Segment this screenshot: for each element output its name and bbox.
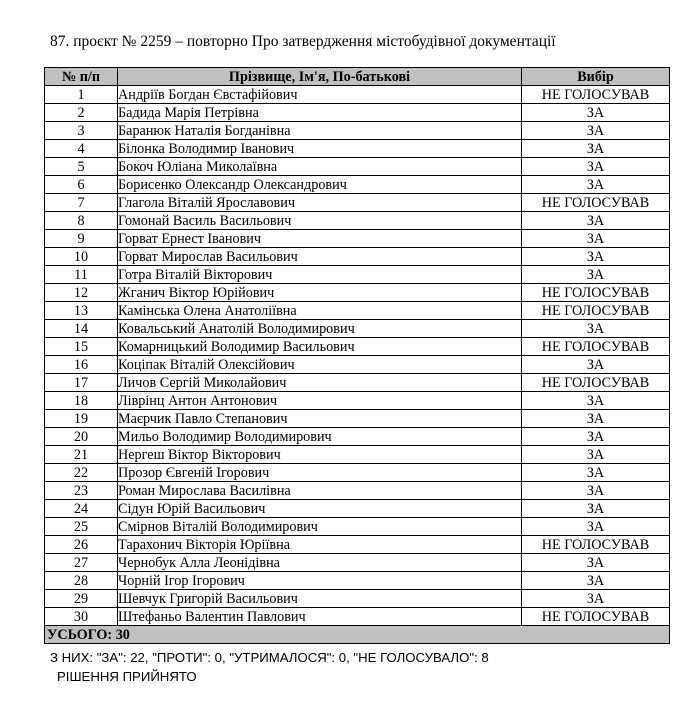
row-number: 24 (45, 500, 118, 518)
row-vote: НЕ ГОЛОСУВАВ (522, 302, 670, 320)
row-number: 19 (45, 410, 118, 428)
header-vote: Вибір (522, 68, 670, 86)
table-row (45, 374, 670, 392)
total-cell: УСЬОГО: 30 (45, 626, 670, 644)
header-name: Прізвище, Ім'я, По-батькові (118, 68, 522, 86)
table-row (45, 590, 670, 608)
row-number: 3 (45, 122, 118, 140)
table-row (45, 338, 670, 356)
row-vote: ЗА (522, 122, 670, 140)
row-name: Бадида Марія Петрівна (118, 104, 522, 122)
row-number: 18 (45, 392, 118, 410)
row-name: Андріїв Богдан Євстафійович (118, 86, 522, 104)
table-row (45, 446, 670, 464)
table-row (45, 194, 670, 212)
table-row (45, 536, 670, 554)
table-row (45, 140, 670, 158)
row-vote: ЗА (522, 158, 670, 176)
row-name: Нергеш Віктор Вікторович (118, 446, 522, 464)
row-vote: ЗА (522, 500, 670, 518)
row-vote: ЗА (522, 266, 670, 284)
row-vote: ЗА (522, 230, 670, 248)
row-number: 1 (45, 86, 118, 104)
row-number: 22 (45, 464, 118, 482)
row-name: Горват Мирослав Васильович (118, 248, 522, 266)
row-vote: ЗА (522, 392, 670, 410)
row-name: Смірнов Віталій Володимирович (118, 518, 522, 536)
row-name: Бокоч Юліана Миколаївна (118, 158, 522, 176)
row-name: Личов Сергій Миколайович (118, 374, 522, 392)
table-row (45, 482, 670, 500)
row-name: Глагола Віталій Ярославович (118, 194, 522, 212)
row-vote: ЗА (522, 554, 670, 572)
row-number: 10 (45, 248, 118, 266)
row-name: Гомонай Василь Васильович (118, 212, 522, 230)
table-row (45, 284, 670, 302)
row-number: 30 (45, 608, 118, 626)
row-number: 7 (45, 194, 118, 212)
row-number: 20 (45, 428, 118, 446)
row-vote: ЗА (522, 464, 670, 482)
row-vote: НЕ ГОЛОСУВАВ (522, 284, 670, 302)
table-row (45, 86, 670, 104)
row-name: Тарахонич Вікторія Юріївна (118, 536, 522, 554)
header-num: № п/п (45, 68, 118, 86)
row-number: 26 (45, 536, 118, 554)
row-name: Горват Ернест Іванович (118, 230, 522, 248)
table-row (45, 158, 670, 176)
row-name: Чернобук Алла Леонідівна (118, 554, 522, 572)
row-vote: ЗА (522, 104, 670, 122)
row-number: 29 (45, 590, 118, 608)
table-row (45, 392, 670, 410)
table-row (45, 212, 670, 230)
row-vote: ЗА (522, 320, 670, 338)
decision-text: РІШЕННЯ ПРИЙНЯТО (57, 669, 197, 684)
row-vote: НЕ ГОЛОСУВАВ (522, 194, 670, 212)
table-row (45, 176, 670, 194)
row-name: Камінська Олена Анатоліївна (118, 302, 522, 320)
table-row (45, 356, 670, 374)
row-number: 9 (45, 230, 118, 248)
table-row (45, 104, 670, 122)
table-row (45, 302, 670, 320)
table-row (45, 266, 670, 284)
row-vote: НЕ ГОЛОСУВАВ (522, 374, 670, 392)
row-name: Комарницький Володимир Васильович (118, 338, 522, 356)
row-name: Штефаньо Валентин Павлович (118, 608, 522, 626)
table-header-row (45, 68, 670, 86)
row-name: Роман Мирослава Василівна (118, 482, 522, 500)
row-vote: НЕ ГОЛОСУВАВ (522, 338, 670, 356)
vote-table (44, 67, 670, 644)
row-vote: ЗА (522, 518, 670, 536)
row-vote: ЗА (522, 248, 670, 266)
row-name: Шевчук Григорій Васильович (118, 590, 522, 608)
row-name: Коціпак Віталій Олексійович (118, 356, 522, 374)
row-number: 27 (45, 554, 118, 572)
row-number: 15 (45, 338, 118, 356)
row-vote: НЕ ГОЛОСУВАВ (522, 536, 670, 554)
table-row (45, 518, 670, 536)
row-number: 2 (45, 104, 118, 122)
row-number: 16 (45, 356, 118, 374)
table-row (45, 122, 670, 140)
row-number: 25 (45, 518, 118, 536)
table-row (45, 248, 670, 266)
row-name: Ліврінц Антон Антонович (118, 392, 522, 410)
row-number: 21 (45, 446, 118, 464)
table-row (45, 572, 670, 590)
row-vote: ЗА (522, 446, 670, 464)
row-vote: ЗА (522, 482, 670, 500)
row-vote: ЗА (522, 572, 670, 590)
document-title: 87. проєкт № 2259 – повторно Про затвердження містобудівної документації (50, 33, 556, 50)
row-vote: ЗА (522, 212, 670, 230)
row-name: Ковальський Анатолій Володимирович (118, 320, 522, 338)
vote-summary: З НИХ: "ЗА": 22, "ПРОТИ": 0, "УТРИМАЛОСЯ": 0, "НЕ ГОЛОСУВАЛО": 8 (50, 650, 489, 665)
row-number: 28 (45, 572, 118, 590)
row-vote: НЕ ГОЛОСУВАВ (522, 608, 670, 626)
row-name: Борисенко Олександр Олександрович (118, 176, 522, 194)
total-row (45, 626, 670, 644)
row-number: 8 (45, 212, 118, 230)
row-number: 14 (45, 320, 118, 338)
row-number: 23 (45, 482, 118, 500)
row-name: Білонка Володимир Іванович (118, 140, 522, 158)
row-name: Маєрчик Павло Степанович (118, 410, 522, 428)
row-number: 12 (45, 284, 118, 302)
table-row (45, 410, 670, 428)
row-number: 13 (45, 302, 118, 320)
row-name: Чорній Ігор Ігорович (118, 572, 522, 590)
row-name: Готра Віталій Вікторович (118, 266, 522, 284)
table-row (45, 500, 670, 518)
row-name: Мильо Володимир Володимирович (118, 428, 522, 446)
row-number: 17 (45, 374, 118, 392)
row-vote: ЗА (522, 176, 670, 194)
row-number: 6 (45, 176, 118, 194)
row-name: Сідун Юрій Васильович (118, 500, 522, 518)
row-vote: ЗА (522, 140, 670, 158)
row-number: 4 (45, 140, 118, 158)
table-row (45, 608, 670, 626)
row-number: 5 (45, 158, 118, 176)
row-name: Жганич Віктор Юрійович (118, 284, 522, 302)
row-vote: ЗА (522, 410, 670, 428)
row-vote: ЗА (522, 428, 670, 446)
row-name: Баранюк Наталія Богданівна (118, 122, 522, 140)
table-row (45, 320, 670, 338)
table-row (45, 554, 670, 572)
vote-rows (45, 86, 670, 626)
table-row (45, 464, 670, 482)
row-vote: ЗА (522, 590, 670, 608)
row-name: Прозор Євгеній Ігорович (118, 464, 522, 482)
row-number: 11 (45, 266, 118, 284)
row-vote: НЕ ГОЛОСУВАВ (522, 86, 670, 104)
table-row (45, 230, 670, 248)
table-row (45, 428, 670, 446)
row-vote: ЗА (522, 356, 670, 374)
